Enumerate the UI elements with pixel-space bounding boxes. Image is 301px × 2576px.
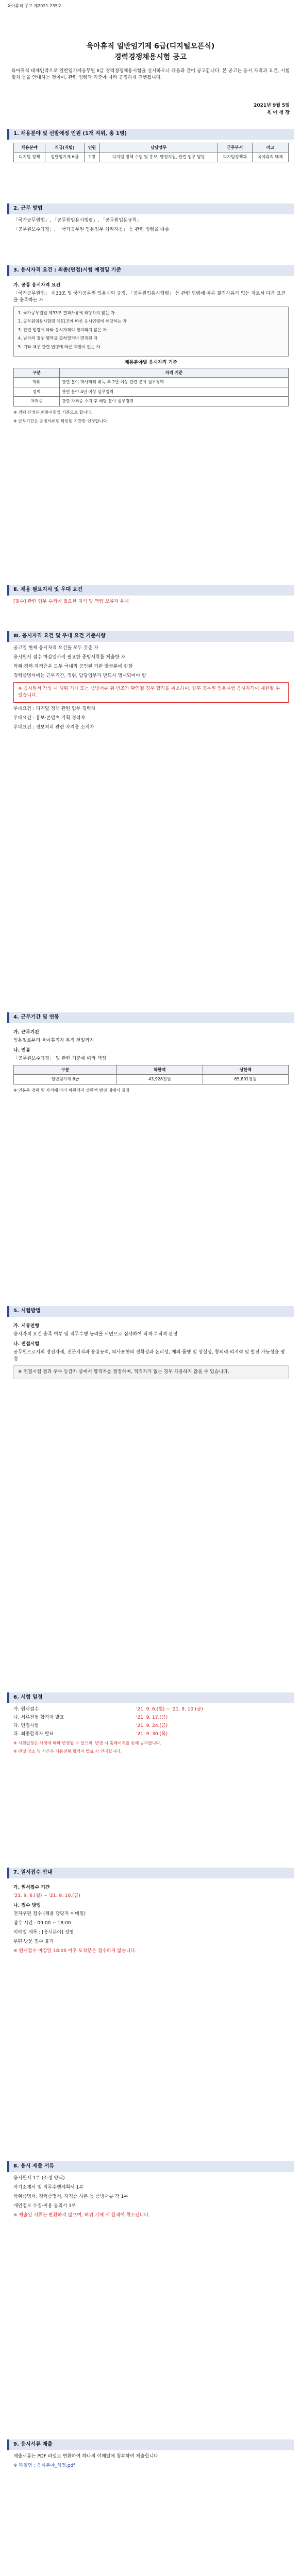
table-cell: 디지털정책과	[218, 152, 252, 162]
table-header: 인원	[85, 143, 100, 152]
section-heading: 8. 응시 제출 서류	[7, 2161, 294, 2172]
subsection-title: 가. 공통 응시자격 요건	[13, 282, 61, 288]
notice-box: ※ 면접시험 결과 우수 등급자 중에서 합격자를 결정하며, 적격자가 없는 경우 채용하지 않을 수 있습니다.	[13, 1365, 289, 1379]
requirements-box	[13, 307, 289, 357]
table-cell: 디지털 정책	[14, 152, 45, 162]
table-header: 채용분야	[14, 143, 45, 152]
title-line-1: 육아휴직 일반임기제 6급(디지털오픈식)	[86, 42, 215, 50]
table-header: 상한액	[203, 1065, 289, 1075]
list-item: 응시원서 1부 (소정 양식)	[13, 2175, 65, 2181]
paragraph: 공무원으로서의 정신자세, 전문지식과 응용능력, 의사표현의 정확성과 논리성, 예의·품행 및 성실성, 창의력·의지력 및 발전 가능성을 평정	[13, 1349, 285, 1362]
table-cell: 일반임기제 6급	[14, 1075, 117, 1084]
table-row	[14, 378, 289, 387]
section-documents	[7, 2161, 294, 2222]
list-item: 5. 기타 채용 관련 법령에 따른 제한이 없는 자	[18, 345, 101, 350]
schedule-row	[13, 1706, 289, 1713]
section-heading: 7. 원서접수 안내	[7, 1868, 294, 1878]
title-block	[0, 41, 301, 63]
section-submission	[7, 2439, 294, 2472]
paragraph: 「국가공무원법」 제33조 및 국가공무원 임용제외 규정, 「공무원임용시행령」 등 관련 법령에 따른 결격사유가 없는 자로서 다음 요건을 충족하는 자	[13, 291, 286, 303]
schedule-date: '21. 9. 30.(목)	[136, 1731, 168, 1737]
schedule-label: 나. 서류전형 합격자 발표	[13, 1715, 64, 1720]
table-cell: 경력	[14, 387, 60, 397]
table-row	[14, 152, 289, 162]
schedule-row	[13, 1723, 289, 1730]
list-item: 「공무원보수규정」, 「국가공무원 임용업무 처리지침」 등 관련 법령을 따름	[13, 227, 170, 232]
table-cell: 관련 분야 4년 이상 실무경력	[60, 387, 289, 397]
table-cell: 육아휴직 대체	[252, 152, 288, 162]
section-heading: 5. 시험방법	[7, 1306, 294, 1317]
list-item: 2. 공무원임용시험령 제51조에 따른 응시연령에 해당하는 자	[18, 319, 127, 324]
list-item: 우대요건 : 홍보·콘텐츠 기획 경력자	[13, 715, 86, 721]
criteria-table-title: 채용분야별 응시자격 기준	[125, 360, 177, 365]
note: ※ 시험일정은 사정에 따라 변경될 수 있으며, 변경 시 홈페이지를 통해 공지합니다.	[13, 1740, 162, 1745]
table-cell: 1명	[85, 152, 100, 162]
subsection-title: 가. 근무기간	[13, 1029, 40, 1035]
note: ※ 경력 산정은 최종시험일 기준으로 합니다.	[13, 410, 93, 415]
list-item: 우대요건 : 정보처리 관련 자격증 소지자	[13, 724, 94, 730]
table-cell: 관련 분야 학사학위 취득 후 2년 이상 관련 분야 실무경력	[60, 378, 289, 387]
paragraph: 응시자격 요건 충족 여부 및 직무수행 능력을 서면으로 심사하여 적격·부적격 판정	[13, 1331, 178, 1337]
list-item: 접수 시간 : 09:00 ~ 18:00	[13, 1920, 71, 1926]
paragraph: 전자우편 접수 (채용 담당자 이메일)	[13, 1911, 86, 1917]
section-period-salary	[7, 1012, 294, 1096]
paragraph: 임용일로부터 육아휴직자 복직 전일까지	[13, 1038, 94, 1043]
section-work-method	[7, 204, 294, 236]
subsection-title: 나. 면접시험	[13, 1341, 40, 1347]
list-item: 개인정보 수집·이용 동의서 1부	[13, 2203, 76, 2209]
note: ※ 면접 장소 및 시간은 서류전형 합격자 발표 시 안내합니다.	[13, 1749, 122, 1754]
list-item: 응시원서 접수 마감일까지 필요한 증빙서류를 제출한 자	[13, 654, 126, 660]
subsection-title: 가. 서류전형	[13, 1323, 40, 1329]
warning-text: ※ 원서접수 마감일 18:00 이후 도착분은 접수하지 않습니다.	[13, 1948, 137, 1954]
schedule-date: '21. 9. 24.(금)	[136, 1723, 168, 1728]
section-heading: Ⅱ. 채용 필요지식 및 우대 요건	[7, 585, 294, 596]
section-heading: 2. 근무 방법	[7, 204, 294, 214]
table-cell: 관련 자격증 소지 후 해당 분야 실무경력	[60, 397, 289, 406]
list-item: 자기소개서 및 직무수행계획서 1부	[13, 2184, 84, 2190]
section-application	[7, 1868, 294, 1957]
section-exam-method	[7, 1306, 294, 1379]
list-item: 학위·경력·자격증은 모두 국내외 공인된 기관 발급분에 한함	[13, 664, 133, 669]
section-eligibility	[7, 265, 294, 427]
table-header: 하한액	[117, 1065, 203, 1075]
section-heading: 6. 시험 일정	[7, 1692, 294, 1703]
table-cell: 65,891천원	[203, 1075, 289, 1084]
warning-box: ※ 응시원서 작성 시 허위 기재 또는 증빙서류 위·변조가 확인될 경우 합격을 취소하며, 향후 공무원 임용시험 응시자격이 제한될 수 있습니다.	[13, 682, 289, 703]
list-item: 학위증명서, 경력증명서, 자격증 사본 등 증빙서류 각 1부	[13, 2194, 128, 2199]
list-item: 공고일 현재 응시자격 요건을 모두 갖춘 자	[13, 645, 98, 651]
schedule-label: 다. 면접시험	[13, 1723, 39, 1728]
date-signature	[254, 102, 290, 117]
schedule-row	[13, 1715, 289, 1721]
section-heading: 3. 응시자격 요건 : 최종(면접)시험 예정일 기준	[7, 265, 294, 276]
paragraph: 「공무원보수규정」 및 관련 기준에 따라 책정	[13, 1056, 107, 1061]
table-row	[14, 397, 289, 406]
subsection-title: 가. 원서접수 기간	[13, 1885, 50, 1890]
section-heading: 4. 근무기간 및 연봉	[7, 1012, 294, 1023]
table-cell: 43,928천원	[117, 1075, 203, 1084]
table-header: 구분	[14, 368, 60, 378]
table-header: 자격 기준	[60, 368, 289, 378]
table-row	[14, 1075, 289, 1084]
salary-table	[13, 1065, 289, 1084]
announcement-date: 2021년 9월 5일	[254, 103, 290, 108]
positions-table	[13, 143, 289, 162]
highlight-text: [필수] 관련 업무 수행에 필요한 지식 및 역량 보유자 우대	[13, 599, 129, 604]
section-schedule	[7, 1692, 294, 1757]
table-header: 담당업무	[99, 143, 218, 152]
section-knowledge	[7, 585, 294, 608]
section-heading: 9. 응시서류 제출	[7, 2439, 294, 2450]
document-number: 육아휴직 공고 제2021-235호	[7, 4, 62, 8]
application-period: '21. 9. 6.(월) ~ '21. 9. 10.(금)	[13, 1893, 80, 1899]
table-cell: 자격증	[14, 397, 60, 406]
table-cell: 일반임기제 6급	[45, 152, 84, 162]
list-item: 3. 관련 법령에 따라 응시자격이 정지되지 않은 자	[18, 327, 107, 332]
list-item: 1. 국가공무원법 제33조 결격사유에 해당하지 않는 자	[18, 310, 115, 315]
table-header: 직급(직렬)	[45, 143, 84, 152]
list-item: 이메일 제목 : [응시분야] 성명	[13, 1929, 74, 1935]
subsection-title: 나. 연봉	[13, 1047, 30, 1053]
list-item: 4. 남자의 경우 병역을 필하였거나 면제된 자	[18, 336, 98, 341]
section-heading: 1. 채용분야 및 선발예정 인원 (1개 직위, 총 1명)	[7, 129, 294, 140]
section-criteria-detail	[7, 631, 294, 734]
list-item: 우대요건 : 디지털 정책 관련 업무 경력자	[13, 706, 96, 711]
schedule-label: 라. 최종합격자 발표	[13, 1731, 54, 1737]
paragraph: 제출서류는 PDF 파일로 변환하여 하나의 이메일에 첨부하여 제출합니다.	[13, 2453, 160, 2459]
warning-text: ※ 제출된 서류는 반환하지 않으며, 허위 기재 시 합격이 취소됩니다.	[13, 2212, 150, 2218]
note: ※ 근무기간은 증빙서류로 확인된 기간만 인정합니다.	[13, 418, 109, 423]
intro-paragraph: 육아휴직 대체인력으로 일반임기제공무원 6급 경력경쟁채용시험을 실시하오니 다음과 같이 공고합니다. 본 공고는 응시 자격과 요건, 시험 절차 등을 안내하는 것이며, 관련 법령과 기준에 따라 공정하게 진행됩니다.	[11, 69, 290, 81]
section-heading: Ⅲ. 응시자격 요건 및 우대 요건 기준사항	[7, 631, 294, 642]
list-item: 경력증명서에는 근무기간, 직위, 담당업무가 반드시 명시되어야 함	[13, 673, 146, 679]
section-positions	[7, 129, 294, 162]
schedule-row	[13, 1731, 289, 1738]
schedule-date: '21. 9. 17.(금)	[136, 1715, 168, 1720]
table-header: 비고	[252, 143, 288, 152]
criteria-table	[13, 368, 289, 406]
schedule-label: 가. 원서접수	[13, 1706, 39, 1712]
table-header: 근무부서	[218, 143, 252, 152]
table-cell: 학위	[14, 378, 60, 387]
list-item: 「국가공무원법」, 「공무원임용시행령」, 「공무원임용규칙」	[13, 217, 142, 223]
title-line-2: 경력경쟁채용시험 공고	[114, 53, 187, 61]
list-item: 우편·방문 접수 불가	[13, 1939, 54, 1944]
subsection-title: 나. 접수 방법	[13, 1903, 41, 1908]
table-row	[14, 387, 289, 397]
table-header: 구분	[14, 1065, 117, 1075]
table-cell: 디지털 정책 수립 및 홍보, 행정지원, 관련 업무 담당	[99, 152, 218, 162]
signer: 육 아 청 장	[266, 110, 290, 116]
schedule-date: '21. 9. 6.(월) ~ '21. 9. 10.(금)	[136, 1706, 203, 1712]
note: ※ 연봉은 경력 및 자격에 따라 하한액과 상한액 범위 내에서 결정	[13, 1088, 130, 1093]
highlight-text: ※ 파일명 : 응시분야_성명.pdf	[13, 2463, 75, 2468]
